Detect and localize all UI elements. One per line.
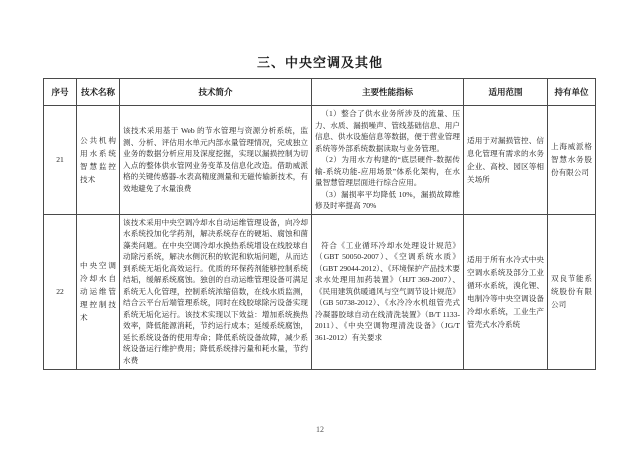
holder-company: 上海威派格智慧水务股份有限公司 xyxy=(548,106,596,215)
tech-name: 公共机构用水系统智慧监控技术 xyxy=(77,106,120,215)
indicator-item: （2）为用水方构建的“底层硬件-数据传输-系统功能-应用场景”体系化架构，在水量智慧管理层面进行综合应用。 xyxy=(315,155,460,187)
indicator-item: （1）整合了供水业务所涉及的流量、压力、水质、漏损噪声、管线基础信息、用户信息、供水设施信息等数据，便于营业管理系统等外部系统数据读取与业务管理。 xyxy=(315,109,460,153)
indicator-item: 符合《工业循环冷却水处理设计规范》（GBT 50050-2007）、《空调系统水质》（GBT 29044-2012）、《环境保护产品技术要求水处理用加药装置》（HJT 369-2007）、《民用建筑供暖通风与空气调节设计规范》（GB 50738-2012）、《水冷冷水机组管壳式冷凝器胶球自动在线清洗装置》（B/T 1133-2011）、《中央空调物理清洗设备》（JG/T 361-2012）有关要求 xyxy=(315,240,460,342)
performance-indicators xyxy=(312,106,464,215)
table-row xyxy=(44,106,596,215)
header-scope: 适用范围 xyxy=(464,79,548,106)
header-intro: 技术简介 xyxy=(120,79,312,106)
technology-table xyxy=(43,78,596,370)
tech-intro: 该技术采用中央空调冷却水自动运维管理设备，向冷却水系统投加化学药剂，解决系统存在的硬垢、腐蚀和菌藻类问题。在中央空调冷却水换热系统增设在线胶球自动除污系统，解决水侧沉积的软泥和软垢问题，从而达到系统无垢化高效运行。优质的环保药剂能够控制系统结垢，缓解系统腐蚀。独创的自动运维管理设备可满足系统无人化管理，控制系统浓缩倍数，在线水质监测，结合云平台后端管理系统，同时在线胶球除污设备实现系统无垢化运行。该技术实现以下效益：增加系统换热效率，降低能源消耗，节约运行成本；延缓系统腐蚀，延长系统设备的使用寿命；降低系统设备故障，减少系统设备运行维护费用；降低系统排污量和耗水量，节约水费 xyxy=(120,214,312,369)
header-no: 序号 xyxy=(44,79,77,106)
header-name: 技术名称 xyxy=(77,79,120,106)
performance-indicators xyxy=(312,214,464,369)
row-number: 21 xyxy=(44,106,77,215)
tech-intro: 该技术采用基于 Web 的节水管理与资源分析系统，监测、分析、评估用水单元内部水量管理情况，完成独立业务的数据分析应用及深度挖掘，实现以漏损控制为切入点的整体供水管网业务变革及信息化改造。借助威派格的关键传感器-水表高精度测量和无磁传输新技术，有效地避免了水量浪费 xyxy=(120,106,312,215)
page-number: 12 xyxy=(316,425,324,434)
table-row xyxy=(44,214,596,369)
application-scope: 适用于所有水冷式中央空调水系统及部分工业循环水系统，溴化锂、电制冷等中央空调设备冷却水系统，工业生产管壳式水冷系统 xyxy=(464,214,548,369)
indicator-item: （3）漏损率平均降低 10%，漏损故障维修及时率提高 70% xyxy=(315,189,460,210)
header-indicators: 主要性能指标 xyxy=(312,79,464,106)
header-holder: 持有单位 xyxy=(548,79,596,106)
application-scope: 适用于对漏损管控、信息化管理有需求的水务企业、高校、园区等相关场所 xyxy=(464,106,548,215)
table-header-row xyxy=(44,79,596,106)
tech-name: 中央空调冷却水自动运维管理控制技术 xyxy=(77,214,120,369)
row-number: 22 xyxy=(44,214,77,369)
page-title: 三、中央空调及其他 xyxy=(256,55,383,70)
holder-company: 双良节能系统股份有限公司 xyxy=(548,214,596,369)
